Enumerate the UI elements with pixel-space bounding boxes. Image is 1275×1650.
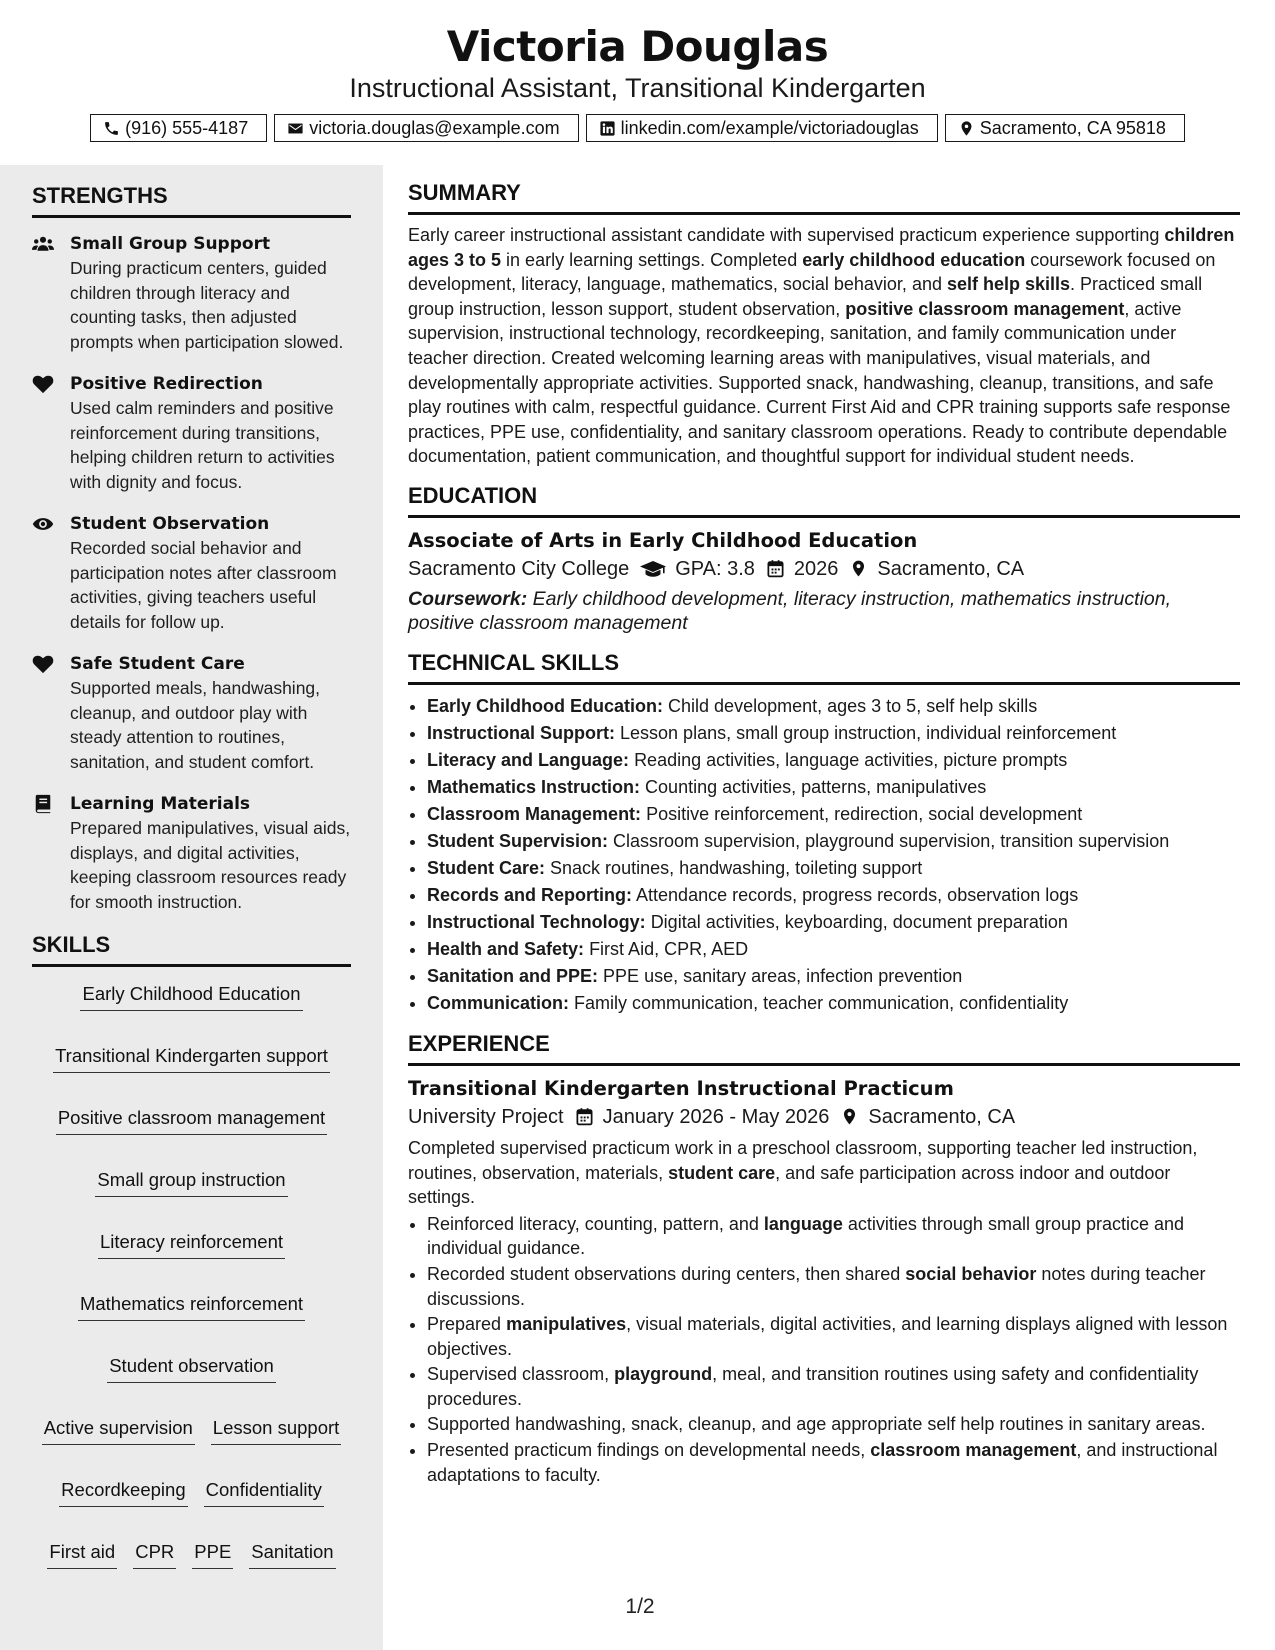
list-item (427, 882, 1240, 909)
list-item (427, 855, 1240, 882)
skill-chip: Recordkeeping (59, 1479, 187, 1507)
list-item (427, 774, 1240, 801)
graduation-cap-icon (640, 559, 666, 579)
gpa-text: GPA: 3.8 (675, 557, 755, 580)
coursework-label: Coursework: (408, 587, 528, 610)
strength-title: Student Observation (70, 514, 270, 534)
skill-chip: Transitional Kindergarten support (53, 1045, 330, 1073)
skill-chip: CPR (133, 1541, 176, 1569)
list-item: • Supervised classroom, playground, meal, and transition routines using safety and confidentiality procedures. (427, 1362, 1240, 1411)
list-item (427, 990, 1240, 1017)
skill-chip: Small group instruction (95, 1169, 287, 1197)
skill-value: Reading activities, language activities, picture prompts (634, 749, 1068, 770)
skill-label: Records and Reporting: (427, 884, 633, 905)
summary-heading: SUMMARY (408, 180, 1240, 215)
calendar-icon (766, 559, 785, 578)
coursework (408, 587, 1240, 636)
strengths-heading: STRENGTHS (32, 183, 351, 218)
skill-label: Student Supervision: (427, 830, 609, 851)
skill-chip: Literacy reinforcement (98, 1231, 285, 1259)
job-title: Transitional Kindergarten Instructional Practicum (408, 1076, 954, 1100)
contact-email[interactable] (274, 114, 578, 142)
candidate-title: Instructional Assistant, Transitional Kindergarten (349, 73, 926, 103)
skill-chip: Lesson support (211, 1417, 342, 1445)
contact-location (945, 114, 1185, 142)
list-item (427, 720, 1240, 747)
bold-text: manipulatives (506, 1314, 627, 1335)
skill-value: Family communication, teacher communication, confidentiality (574, 992, 1069, 1013)
skill-value: Positive reinforcement, redirection, social development (646, 803, 1083, 824)
bold-text: self help skills (946, 274, 1071, 295)
strength-title: Learning Materials (70, 794, 251, 814)
skill-value: PPE use, sanitary areas, infection prevention (603, 965, 963, 986)
phone-text: (916) 555-4187 (125, 117, 249, 138)
contact-linkedin[interactable] (586, 114, 938, 142)
skill-chip: PPE (192, 1541, 233, 1569)
envelope-icon (287, 120, 304, 137)
skill-value: First Aid, CPR, AED (589, 938, 749, 959)
skill-label: Early Childhood Education: (427, 695, 664, 716)
school-location: Sacramento, CA (877, 557, 1025, 580)
skill-value: Child development, ages 3 to 5, self help skills (668, 695, 1038, 716)
strength-text: Supported meals, handwashing, cleanup, and outdoor play with steady attention to routines, sanitation, and student comfort. (70, 678, 321, 772)
skill-value: Counting activities, patterns, manipulatives (645, 776, 987, 797)
strength-item (32, 652, 351, 774)
education-heading: EDUCATION (408, 483, 1240, 518)
contact-phone[interactable] (90, 114, 267, 142)
skill-value: Classroom supervision, playground supervision, transition supervision (613, 830, 1170, 851)
technical-skills-list (408, 693, 1240, 1017)
skill-value: Attendance records, progress records, observation logs (636, 884, 1079, 905)
calendar-icon (575, 1107, 594, 1126)
strength-item (32, 372, 351, 494)
bold-text: children ages 3 to 5 (408, 225, 1235, 270)
list-item (427, 909, 1240, 936)
strengths-list (32, 232, 351, 914)
technical-skills-heading: TECHNICAL SKILLS (408, 650, 1240, 685)
skill-chip: First aid (47, 1541, 117, 1569)
location-text: Sacramento, CA 95818 (979, 117, 1166, 138)
linkedin-text: linkedin.com/example/victoriadouglas (620, 117, 919, 138)
degree-title: Associate of Arts in Early Childhood Education (408, 528, 918, 552)
list-item (427, 963, 1240, 990)
technical-skills-section (408, 650, 1240, 1017)
strength-item (32, 792, 351, 914)
skills-heading: SKILLS (32, 932, 351, 967)
coursework-text: Early childhood development, literacy instruction, mathematics instruction, positive classroom management (408, 587, 1172, 635)
skill-label: Mathematics Instruction: (427, 776, 641, 797)
map-pin-icon (840, 1107, 859, 1126)
list-item (427, 828, 1240, 855)
strength-title: Small Group Support (70, 234, 271, 254)
linkedin-icon (599, 120, 616, 137)
list-item (427, 693, 1240, 720)
skill-chip: Student observation (107, 1355, 276, 1383)
page-number: 1/2 (625, 1595, 655, 1618)
experience-section (408, 1031, 1240, 1487)
skill-value: Digital activities, keyboarding, document preparation (650, 911, 1068, 932)
map-pin-icon (849, 559, 868, 578)
experience-meta (408, 1102, 1240, 1132)
phone-icon (103, 120, 120, 137)
bold-text: language (763, 1213, 843, 1234)
map-pin-icon (958, 120, 975, 137)
job-dates: January 2026 - May 2026 (602, 1105, 830, 1128)
strength-text: Recorded social behavior and participation notes after classroom activities, giving teachers useful details for follow up. (70, 538, 337, 632)
skill-chip: Positive classroom management (56, 1107, 327, 1135)
skill-label: Student Care: (427, 857, 546, 878)
job-bullets (408, 1212, 1240, 1488)
bold-text: positive classroom management (845, 298, 1125, 319)
skill-value: Lesson plans, small group instruction, individual reinforcement (620, 722, 1117, 743)
bold-text: playground (614, 1364, 713, 1385)
email-text: victoria.douglas@example.com (309, 117, 560, 138)
strength-item (32, 512, 351, 634)
skill-chip: Sanitation (249, 1541, 335, 1569)
skill-label: Health and Safety: (427, 938, 585, 959)
list-item (427, 801, 1240, 828)
bold-text: student care (668, 1162, 776, 1183)
strength-title: Positive Redirection (70, 374, 263, 394)
education-section (408, 483, 1240, 636)
candidate-name: Victoria Douglas (446, 22, 829, 71)
skill-label: Classroom Management: (427, 803, 642, 824)
skill-label: Instructional Technology: (427, 911, 646, 932)
summary-text: Early career instructional assistant candidate with supervised practicum experience supporting children ages 3 to 5 in early learning settings. Completed early childhood education coursework focused on development, literacy, language, mathematics, social behavior, and self help skills. Practiced small group instruction, lesson support, student observation, positive classroom management, active supervision, instructional technology, recordkeeping, sanitation, and family communication under teacher direction. Created welcoming learning areas with manipulatives, visual materials, and developmentally appropriate activities. Supported snack, handwashing, cleanup, transitions, and safe play routines with calm, respectful guidance. Current First Aid and CPR training supports safe response practices, PPE use, confidentiality, and sanitary classroom operations. Ready to contribute dependable documentation, patient communication, and thoughtful support for individual student needs. (408, 225, 1235, 467)
skill-label: Literacy and Language: (427, 749, 630, 770)
list-item: • Presented practicum findings on developmental needs, classroom management, and instructional adaptations to faculty. (427, 1438, 1240, 1487)
organization: University Project (408, 1105, 564, 1128)
job-description: Completed supervised practicum work in a preschool classroom, supporting teacher led instruction, routines, observation, materials, student care, and safe participation across indoor and outdoor settings. (408, 1137, 1198, 1208)
experience-heading: EXPERIENCE (408, 1031, 1240, 1066)
strength-text: Used calm reminders and positive reinforcement during transitions, helping children return to activities with dignity and focus. (70, 398, 335, 492)
skill-chip: Active supervision (42, 1417, 195, 1445)
grad-year: 2026 (793, 557, 839, 580)
strength-text: Prepared manipulatives, visual aids, displays, and digital activities, keeping classroom resources ready for smooth instruction. (70, 818, 351, 912)
list-item: • Reinforced literacy, counting, pattern, and language activities through small group practice and individual guidance. (427, 1212, 1240, 1261)
list-item (427, 936, 1240, 963)
resume-header (0, 0, 1275, 165)
list-item: • Supported handwashing, snack, cleanup, and age appropriate self help routines in sanitary areas. (427, 1412, 1240, 1437)
sidebar (0, 165, 383, 1650)
skill-chip: Early Childhood Education (80, 983, 302, 1011)
skills-list (32, 977, 351, 1575)
skill-value: Snack routines, handwashing, toileting support (550, 857, 923, 878)
strength-text: During practicum centers, guided children through literacy and counting tasks, then adjusted prompts when participation slowed. (70, 258, 344, 352)
education-meta (408, 554, 1240, 584)
skill-label: Sanitation and PPE: (427, 965, 599, 986)
job-location: Sacramento, CA (868, 1105, 1016, 1128)
list-item: • Prepared manipulatives, visual materials, digital activities, and learning displays aligned with lesson objectives. (427, 1312, 1240, 1361)
heart-icon (32, 374, 54, 394)
contact-bar (0, 114, 1275, 142)
bold-text: social behavior (905, 1263, 1037, 1284)
list-item (427, 747, 1240, 774)
main-column (408, 180, 1240, 1488)
skill-chip: Confidentiality (204, 1479, 324, 1507)
skill-label: Communication: (427, 992, 569, 1013)
strength-title: Safe Student Care (70, 654, 245, 674)
bold-text: classroom management (870, 1440, 1077, 1461)
school-name: Sacramento City College (408, 557, 630, 580)
book-icon (32, 794, 54, 814)
skill-label: Instructional Support: (427, 722, 615, 743)
users-icon (32, 234, 54, 254)
strength-item (32, 232, 351, 354)
skill-chip: Mathematics reinforcement (78, 1293, 305, 1321)
bold-text: early childhood education (802, 249, 1026, 270)
heart-icon (32, 654, 54, 674)
list-item: • Recorded student observations during centers, then shared social behavior notes during teacher discussions. (427, 1262, 1240, 1311)
eye-icon (32, 514, 54, 534)
